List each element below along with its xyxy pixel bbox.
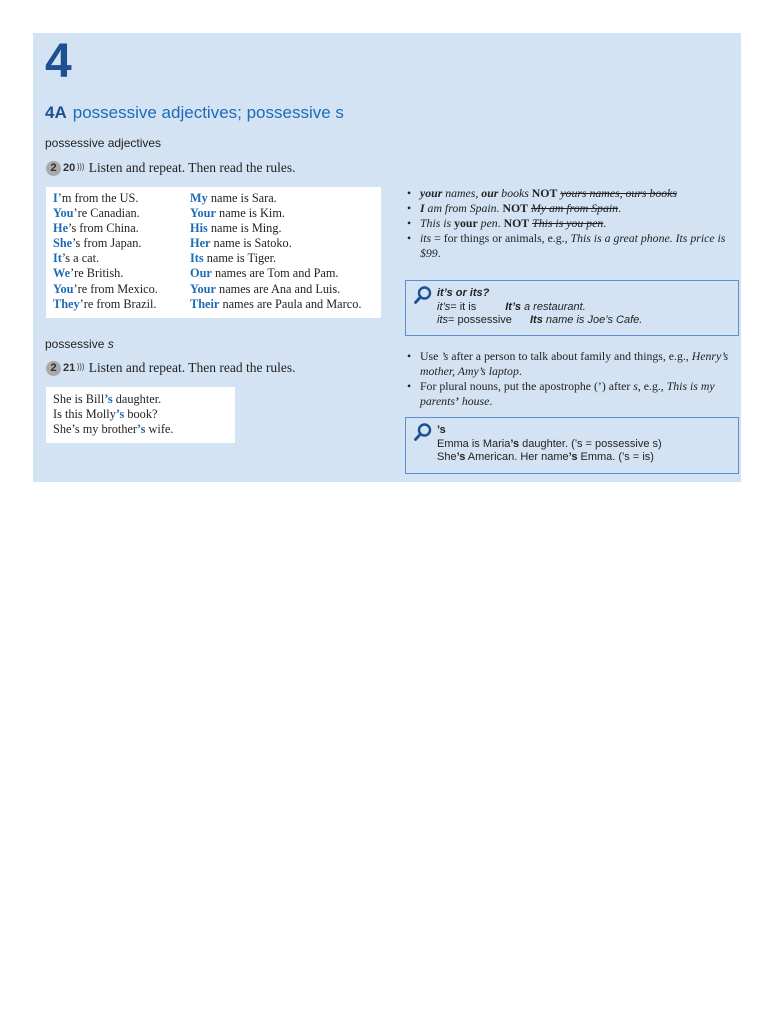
audio-instruction-2[interactable] bbox=[46, 360, 295, 376]
rule-item: • This is your pen. NOT This is you pen. bbox=[407, 216, 607, 230]
rule-item: • I am from Spain. NOT My am from Spain. bbox=[407, 201, 622, 215]
example-line: Her name is Satoko. bbox=[190, 236, 292, 251]
note-line: She’s American. Her name’s Emma. (’s = is) bbox=[437, 451, 654, 463]
note-box-its bbox=[405, 280, 739, 336]
note-line: it’s= it is It’s a restaurant. bbox=[437, 300, 586, 313]
audio-instruction-text: Listen and repeat. Then read the rules. bbox=[88, 360, 296, 375]
note-lines bbox=[437, 287, 642, 328]
example-line: It’s a cat. bbox=[53, 251, 100, 266]
note-title: ’s bbox=[437, 424, 446, 436]
speaker-waves-icon: ))) bbox=[76, 363, 84, 373]
rule-item: • its = for things or animals, e.g., This is a great phone. Its price is $99. bbox=[407, 231, 726, 260]
example-line: You’re from Mexico. bbox=[53, 281, 158, 296]
track-number: 20 bbox=[63, 162, 76, 174]
example-line: Their names are Paula and Marco. bbox=[190, 296, 362, 311]
example-line: She’s from Japan. bbox=[53, 236, 142, 251]
speaker-waves-icon: ))) bbox=[76, 163, 84, 173]
cd-number-badge: 2 bbox=[46, 161, 61, 176]
magnifier-icon bbox=[413, 422, 433, 442]
example-line: Its name is Tiger. bbox=[190, 251, 277, 266]
rule-item: • Use ’s after a person to talk about family and things, e.g., Henry’s mother, Amy’s laptop. bbox=[407, 349, 729, 378]
example-line: Our names are Tom and Pam. bbox=[190, 266, 339, 281]
section-heading-possessive-adjectives: possessive adjectives bbox=[45, 136, 162, 150]
example-line: His name is Ming. bbox=[190, 221, 282, 236]
example-line: She is Bill’s daughter. bbox=[53, 392, 162, 406]
subject-pronoun-column bbox=[53, 191, 158, 312]
note-title: it’s or its? bbox=[437, 287, 490, 299]
example-line: Your name is Kim. bbox=[190, 206, 285, 221]
cd-number-badge: 2 bbox=[46, 361, 61, 376]
note-line: its= possessive Its name is Joe’s Cafe. bbox=[437, 314, 643, 326]
example-line: Your names are Ana and Luis. bbox=[190, 281, 341, 296]
example-line: I’m from the US. bbox=[53, 191, 139, 205]
example-line: You’re Canadian. bbox=[53, 206, 140, 221]
note-box-apostrophe-s bbox=[405, 417, 739, 474]
example-line: My name is Sara. bbox=[190, 191, 277, 205]
possessive-adjective-column bbox=[190, 191, 361, 312]
unit-number: 4 bbox=[45, 35, 72, 88]
rules-list-adjectives bbox=[405, 186, 741, 261]
example-line: They’re from Brazil. bbox=[53, 296, 157, 311]
examples-box-adjectives bbox=[46, 187, 381, 318]
magnifier-icon bbox=[413, 285, 433, 305]
rule-item: • your names, our books NOT yours names, ours books bbox=[407, 186, 677, 200]
rule-item: • For plural nouns, put the apostrophe (’) after s, e.g., This is my parents’ house. bbox=[407, 379, 715, 408]
example-line: Is this Molly’s book? bbox=[53, 407, 158, 422]
lesson-title-text: possessive adjectives; possessive s bbox=[72, 103, 344, 122]
track-number: 21 bbox=[63, 362, 76, 374]
audio-instruction-text: Listen and repeat. Then read the rules. bbox=[88, 160, 296, 175]
lesson-code: 4A bbox=[45, 103, 67, 122]
example-line: He’s from China. bbox=[53, 221, 139, 236]
possessive-s-examples bbox=[53, 392, 173, 437]
rules-list-possessive-s bbox=[405, 349, 741, 409]
lesson-title bbox=[45, 103, 344, 123]
note-line: Emma is Maria’s daughter. (’s = possessive s) bbox=[437, 437, 662, 450]
example-line: We’re British. bbox=[53, 266, 124, 281]
audio-instruction-1[interactable] bbox=[46, 160, 295, 176]
note-lines bbox=[437, 424, 662, 465]
examples-box-possessive-s bbox=[46, 387, 235, 443]
section-heading-possessive-s: possessive s bbox=[45, 337, 114, 351]
example-line: She’s my brother’s wife. bbox=[53, 422, 174, 437]
